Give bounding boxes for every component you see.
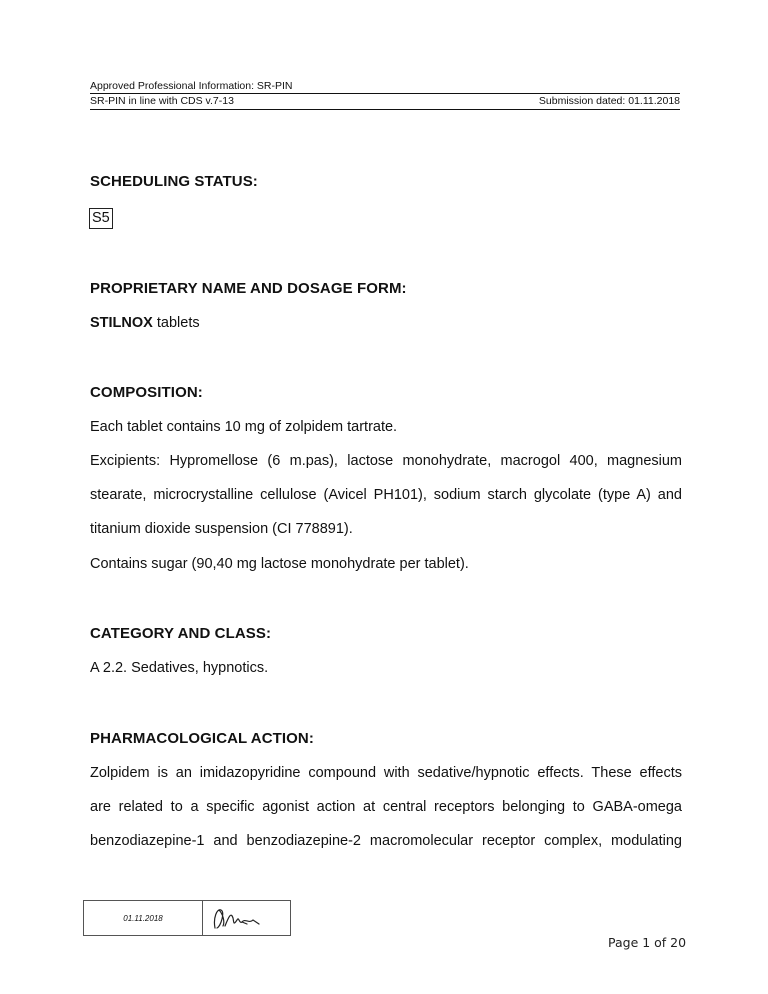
- header-approval-line: Approved Professional Information: SR-PIN: [90, 80, 293, 92]
- pharm-line: benzodiazepine-1 and benzodiazepine-2 macromolecular receptor complex, modulating: [90, 833, 682, 849]
- header-rule-bottom: [90, 109, 680, 110]
- stamp-date: 01.11.2018: [84, 901, 203, 935]
- pharm-line: are related to a specific agonist action at central receptors belonging to GABA-omega: [90, 799, 682, 815]
- approval-stamp: [83, 900, 291, 936]
- signature-box: [203, 901, 290, 935]
- header-row: [90, 95, 680, 107]
- header-rule-top: [90, 93, 680, 94]
- scheduling-status-heading: SCHEDULING STATUS:: [90, 173, 258, 190]
- proprietary-name-line: [90, 315, 200, 331]
- scheduling-status-value: S5: [89, 208, 113, 229]
- proprietary-name: STILNOX: [90, 315, 153, 331]
- composition-line: Each tablet contains 10 mg of zolpidem tartrate.: [90, 419, 398, 435]
- signature-icon: [209, 904, 283, 932]
- pharm-line: Zolpidem is an imidazopyridine compound with sedative/hypnotic effects. These effects: [90, 765, 682, 781]
- composition-line: Excipients: Hypromellose (6 m.pas), lactose monohydrate, macrogol 400, magnesium: [90, 453, 682, 469]
- pharmacological-action-heading: PHARMACOLOGICAL ACTION:: [90, 730, 314, 747]
- header-cds-version: SR-PIN in line with CDS v.7-13: [90, 95, 234, 107]
- page-number: Page 1 of 20: [608, 935, 687, 950]
- composition-line: Contains sugar (90,40 mg lactose monohydrate per tablet).: [90, 556, 469, 572]
- proprietary-name-heading: PROPRIETARY NAME AND DOSAGE FORM:: [90, 280, 407, 297]
- header-submission-date: Submission dated: 01.11.2018: [538, 95, 680, 107]
- composition-line: stearate, microcrystalline cellulose (Avicel PH101), sodium starch glycolate (type A) and: [90, 487, 682, 503]
- composition-line: titanium dioxide suspension (CI 778891).: [90, 521, 353, 537]
- composition-heading: COMPOSITION:: [90, 384, 203, 401]
- category-value: A 2.2. Sedatives, hypnotics.: [90, 660, 269, 676]
- dosage-form: tablets: [152, 315, 200, 331]
- category-heading: CATEGORY AND CLASS:: [90, 625, 272, 642]
